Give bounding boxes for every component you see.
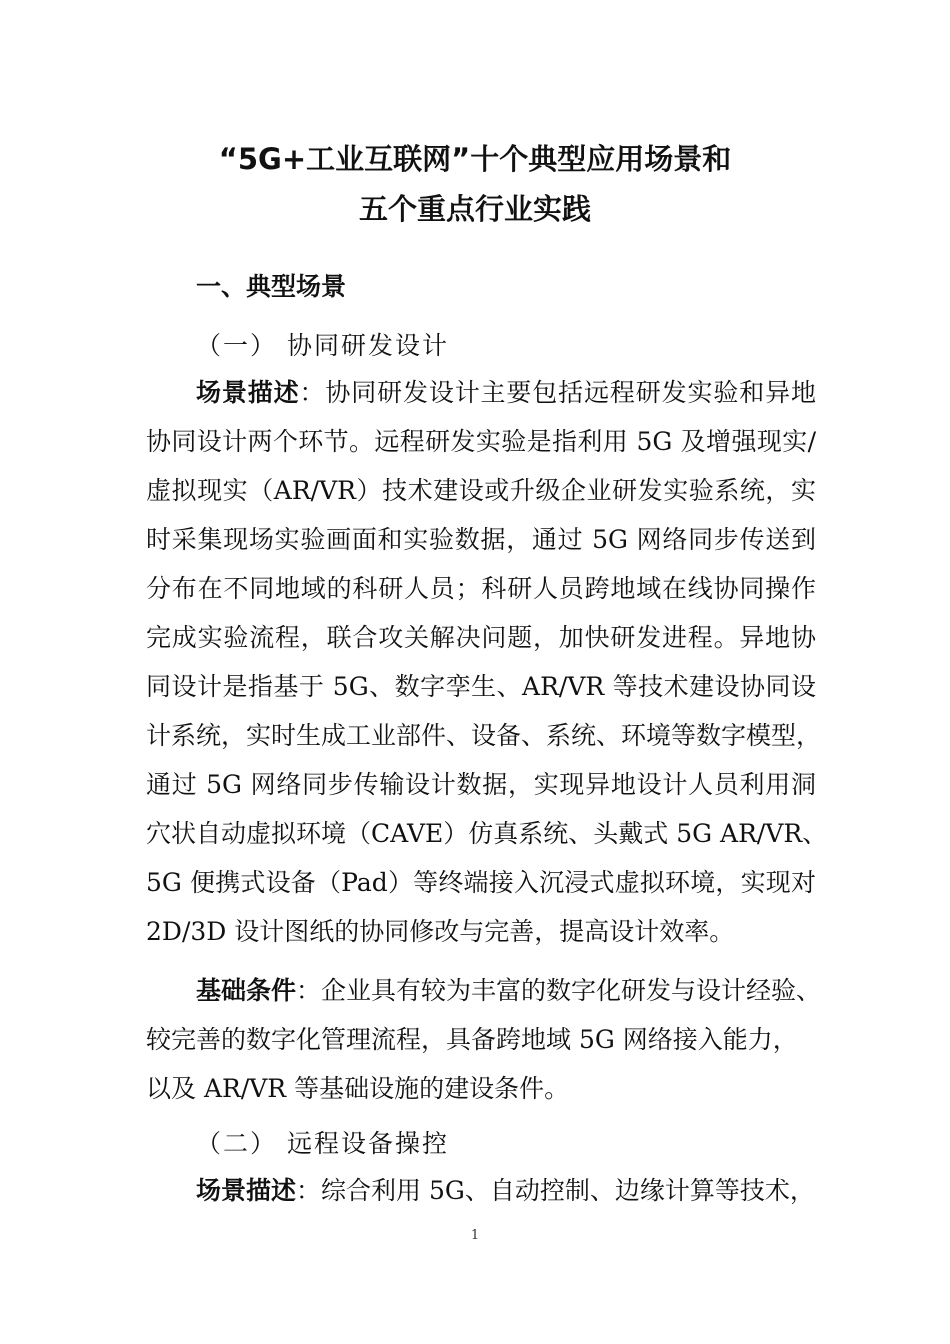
paragraph-line: 计系统，实时生成工业部件、设备、系统、环境等数字模型， (146, 721, 822, 750)
subsection-heading-2: （二） 远程设备操控 (196, 1129, 449, 1158)
paragraph-line: 场景描述：协同研发设计主要包括远程研发实验和异地 (196, 378, 816, 407)
paragraph-line: 时采集现场实验画面和实验数据，通过 5G 网络同步传送到 (146, 525, 816, 554)
page-number: 1 (470, 1228, 480, 1243)
subsection-heading-1: （一） 协同研发设计 (196, 331, 449, 360)
document-title-line-1: “5G+工业互联网”十个典型应用场景和 (218, 142, 732, 176)
paragraph-label: 基础条件 (196, 976, 297, 1005)
paragraph-line: 场景描述：综合利用 5G、自动控制、边缘计算等技术， (196, 1176, 815, 1205)
paragraph-line: 5G 便携式设备（Pad）等终端接入沉浸式虚拟环境，实现对 (146, 868, 816, 897)
paragraph-line: 以及 AR/VR 等基础设施的建设条件。 (146, 1074, 570, 1103)
scenario-description-paragraph-2 (146, 1166, 816, 1215)
paragraph-line: 同设计是指基于 5G、数字孪生、AR/VR 等技术建设协同设 (146, 672, 816, 701)
paragraph-line: 穴状自动虚拟环境（CAVE）仿真系统、头戴式 5G AR/VR、 (146, 819, 828, 848)
paragraph-label: 场景描述 (196, 378, 300, 407)
paragraph-line: 分布在不同地域的科研人员；科研人员跨地域在线协同操作 (146, 574, 816, 603)
paragraph-line: 通过 5G 网络同步传输设计数据，实现异地设计人员利用洞 (146, 770, 816, 799)
paragraph-line: 2D/3D 设计图纸的协同修改与完善，提高设计效率。 (146, 917, 735, 946)
paragraph-line: 虚拟现实（AR/VR）技术建设或升级企业研发实验系统，实 (146, 476, 816, 505)
paragraph-line: 基础条件：企业具有较为丰富的数字化研发与设计经验、 (196, 976, 822, 1005)
paragraph-line: 协同设计两个环节。远程研发实验是指利用 5G 及增强现实/ (146, 427, 816, 456)
scenario-description-paragraph-1 (146, 368, 828, 956)
basis-conditions-paragraph-1 (146, 966, 822, 1113)
document-title-line-2: 五个重点行业实践 (358, 192, 591, 226)
paragraph-line: 完成实验流程，联合攻关解决问题，加快研发进程。异地协 (146, 623, 816, 652)
paragraph-line: 较完善的数字化管理流程，具备跨地域 5G 网络接入能力， (146, 1025, 798, 1054)
paragraph-label: 场景描述 (196, 1176, 297, 1205)
section-heading: 一、典型场景 (196, 272, 347, 301)
